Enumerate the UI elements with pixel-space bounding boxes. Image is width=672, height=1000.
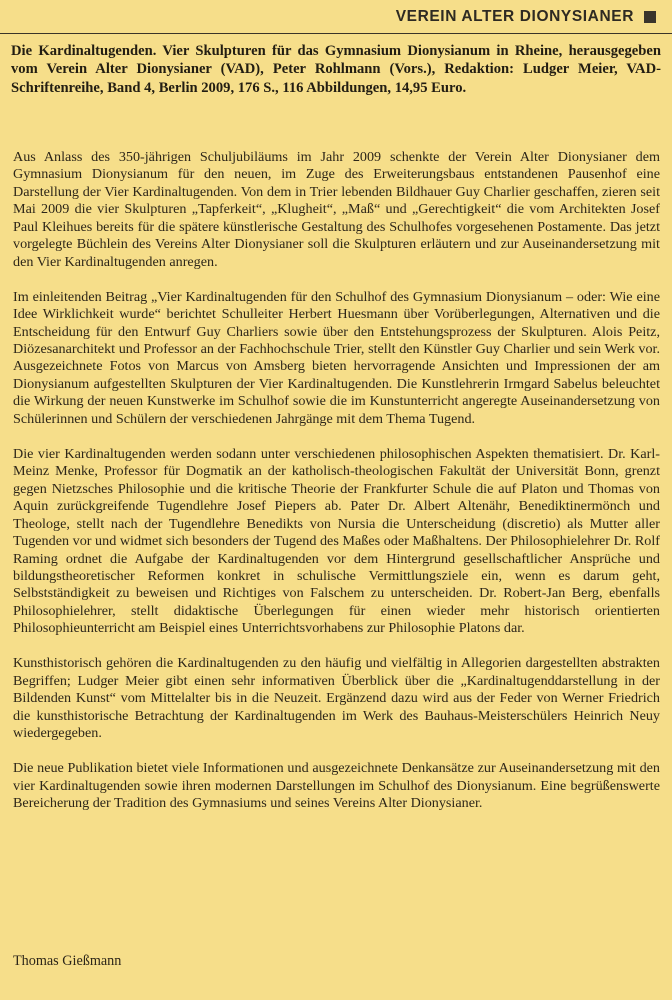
paragraph: Die vier Kardinaltugenden werden sodann unter verschiedenen philosophischen Aspekten thematisiert. Dr. Karl-Meinz Menke, Professor für Dogmatik an der katholisch-theologischen Fakultät der Universität Bonn, grenzt gegen Nietzsches Philosophie und die kritische Theorie der Frankfurter Schule die auf Platon und Thomas von Aquin zurückgreifende Tugendlehre Josef Piepers ab. Pater Dr. Albert Altenähr, Benediktinermönch und Theologe, stellt nach der Tugendlehre Benedikts von Nursia die Unterscheidung (discretio) als Mutter aller Tugenden vor und widmet sich besonders der Tugend des Maßes oder Maßhaltens. Der Philosophielehrer Dr. Rolf Raming ordnet die Aufgabe der Kardinaltugenden vor dem Hintergrund gesellschaftlicher Ansprüche und bildungstheoretischer Reformen konkret in schulische Vermittlungsziele ein, wenn es darum geht, Selbstständigkeit zu beweisen und Richtiges von Falschem zu unterscheiden. Dr. Robert-Jan Berg, ebenfalls Philosophielehrer, stellt didaktische Überlegungen für einen wieder mehr historisch orientierten Philosophieunterricht am Beispiel eines Unterrichtsvorhabens zur Philosophie Platons dar. (13, 445, 660, 637)
paragraph: Die neue Publikation bietet viele Informationen und ausgezeichnete Denkansätze zur Auseinandersetzung mit den vier Kardinaltugenden sowie ihren modernen Darstellungen im Schulhof des Dionysianum. Eine begrüßenswerte Bereicherung der Tradition des Gymnasiums und seines Vereins Alter Dionysianer. (13, 760, 660, 811)
review-body (13, 149, 660, 830)
paragraph: Aus Anlass des 350-jährigen Schuljubiläums im Jahr 2009 schenkte der Verein Alter Dionysianer dem Gymnasium Dionysianum für den neuen, im Zuge des Erweiterungsbaus entstandenen Pausenhof eine Darstellung der Vier Kardinaltugenden. Von dem in Trier lebenden Bildhauer Guy Charlier geschaffen, zieren seit Mai 2009 die vier Skulpturen „Tapferkeit“, „Klugheit“, „Maß“ und „Gerechtigkeit“ die vom Architekten Josef Paul Kleihues bereits für die spätere künstlerische Gestaltung des Schulhofes vorgesehenen Postamente. Das jetzt vorgelegte Büchlein des Vereins Alter Dionysianer soll die Skulpturen erläutern und zur Auseinandersetzung mit den Vier Kardinaltugenden anregen. (13, 149, 660, 270)
page-header (0, 0, 672, 34)
section-title: VEREIN ALTER DIONYSIANER (395, 8, 634, 25)
author-signature: Thomas Gießmann (13, 953, 122, 969)
paragraph: Kunsthistorisch gehören die Kardinaltugenden zu den häufig und vielfältig in Allegorien dargestellten abstrakten Begriffen; Ludger Meier gibt einen sehr informativen Überblick über die „Kardinaltugenddarstellung in der Bildenden Kunst“ vom Mittelalter bis in die Neuzeit. Ergänzend dazu wird aus der Feder von Werner Friedrich die kunsthistorische Betrachtung der Kardinaltugenden im Werk des Bauhaus-Meisterschülers Heinrich Neuy wiedergegeben. (13, 655, 660, 742)
book-info: Die Kardinaltugenden. Vier Skulpturen für das Gymnasium Dionysianum in Rheine, herausgegeben vom Verein Alter Dionysianer (VAD), Peter Rohlmann (Vors.), Redaktion: Ludger Meier, VAD-Schriftenreihe, Band 4, Berlin 2009, 176 S., 116 Abbildungen, 14,95 Euro. (11, 43, 661, 96)
paragraph: Im einleitenden Beitrag „Vier Kardinaltugenden für den Schulhof des Gymnasium Dionysianum – oder: Wie eine Idee Wirklichkeit wurde“ berichtet Schulleiter Herbert Huesmann über Vorüberlegungen, Alternativen und die Entscheidung für den Entwurf Guy Charliers sowie über den Entstehungsprozess der Skulpturen. Alois Peitz, Diözesanarchitekt und Professor an der Fachhochschule Trier, stellt den Künstler Guy Charlier und sein Werk vor. Ausgezeichnete Fotos von Marcus von Amsberg bieten hervorragende Ansichten und Impressionen der am Dionysianum aufgestellten Skulpturen der Vier Kardinaltugenden. Die Kunstlehrerin Irmgard Sabelus beleuchtet die Wirkung der neuen Kunstwerke im Schulhof sowie die im Kunstunterricht angeregte Auseinandersetzung von Schülerinnen und Schülern der verschiedenen Jahrgänge mit dem Thema Tugend. (13, 288, 660, 427)
square-bullet-icon (644, 11, 656, 23)
